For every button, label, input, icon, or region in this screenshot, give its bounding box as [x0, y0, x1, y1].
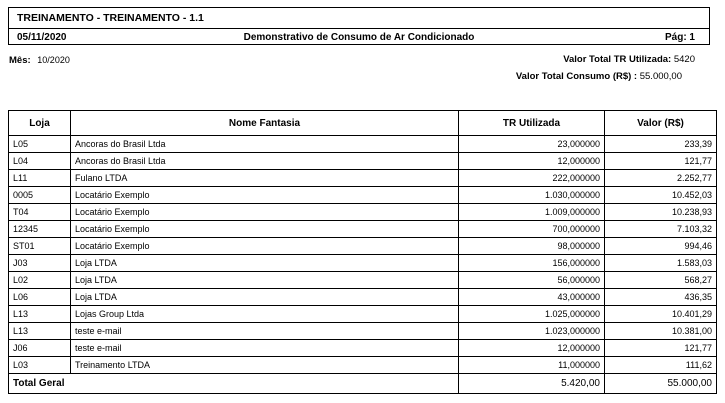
table-row — [9, 204, 717, 221]
table-row — [9, 221, 717, 238]
table-header-row — [9, 111, 717, 136]
cell-valor: 10.452,03 — [605, 187, 717, 204]
table-body — [9, 136, 717, 374]
cell-nome-fantasia: Loja LTDA — [71, 272, 459, 289]
cell-loja: J03 — [9, 255, 71, 272]
cell-nome-fantasia: Locatário Exemplo — [71, 221, 459, 238]
cell-tr-utilizada: 156,000000 — [459, 255, 605, 272]
cell-valor: 994,46 — [605, 238, 717, 255]
total-row — [9, 374, 717, 394]
cell-loja: J06 — [9, 340, 71, 357]
column-header-loja: Loja — [9, 111, 71, 136]
column-header-nome-fantasia: Nome Fantasia — [71, 111, 459, 136]
cell-loja: L11 — [9, 170, 71, 187]
app-title: TREINAMENTO - TREINAMENTO - 1.1 — [17, 12, 204, 24]
total-label: Total Geral — [9, 374, 459, 394]
cell-tr-utilizada: 23,000000 — [459, 136, 605, 153]
table-row — [9, 136, 717, 153]
table-row — [9, 255, 717, 272]
cell-loja: 12345 — [9, 221, 71, 238]
cell-valor: 436,35 — [605, 289, 717, 306]
report-date: 05/11/2020 — [17, 32, 67, 43]
cell-tr-utilizada: 1.023,000000 — [459, 323, 605, 340]
table-row — [9, 238, 717, 255]
table-row — [9, 340, 717, 357]
cell-nome-fantasia: Locatário Exemplo — [71, 238, 459, 255]
cell-tr-utilizada: 56,000000 — [459, 272, 605, 289]
cell-nome-fantasia: Fulano LTDA — [71, 170, 459, 187]
cell-loja: ST01 — [9, 238, 71, 255]
report-title: Demonstrativo de Consumo de Ar Condicionado — [243, 32, 475, 43]
cell-loja: L13 — [9, 323, 71, 340]
cell-loja: L06 — [9, 289, 71, 306]
cell-nome-fantasia: Ancoras do Brasil Ltda — [71, 153, 459, 170]
cost-total — [516, 71, 682, 82]
table-row — [9, 323, 717, 340]
cell-valor: 1.583,03 — [605, 255, 717, 272]
cell-nome-fantasia: Locatário Exemplo — [71, 204, 459, 221]
cell-tr-utilizada: 43,000000 — [459, 289, 605, 306]
cell-loja: L04 — [9, 153, 71, 170]
total-tr: 5.420,00 — [459, 374, 605, 394]
month-label: Mês: — [9, 55, 31, 66]
cell-nome-fantasia: Lojas Group Ltda — [71, 306, 459, 323]
cost-total-label: Valor Total Consumo (R$) : — [515, 71, 638, 82]
consumption-table — [8, 110, 717, 394]
cell-nome-fantasia: teste e-mail — [71, 340, 459, 357]
cell-nome-fantasia: Ancoras do Brasil Ltda — [71, 136, 459, 153]
tr-total — [563, 54, 695, 65]
cell-loja: 0005 — [9, 187, 71, 204]
cell-tr-utilizada: 11,000000 — [459, 357, 605, 374]
cell-valor: 121,77 — [605, 153, 717, 170]
tr-total-value: 5420 — [673, 54, 695, 65]
cell-nome-fantasia: Locatário Exemplo — [71, 187, 459, 204]
month-value: 10/2020 — [37, 55, 70, 65]
cell-tr-utilizada: 1.030,000000 — [459, 187, 605, 204]
cell-nome-fantasia: Treinamento LTDA — [71, 357, 459, 374]
cell-nome-fantasia: Loja LTDA — [71, 255, 459, 272]
cell-nome-fantasia: Loja LTDA — [71, 289, 459, 306]
report-header — [8, 7, 710, 45]
cell-loja: L05 — [9, 136, 71, 153]
cell-loja: L03 — [9, 357, 71, 374]
cell-valor: 568,27 — [605, 272, 717, 289]
table-row — [9, 170, 717, 187]
cell-valor: 121,77 — [605, 340, 717, 357]
column-header-valor: Valor (R$) — [605, 111, 717, 136]
cell-valor: 10.238,93 — [605, 204, 717, 221]
cell-valor: 10.381,00 — [605, 323, 717, 340]
cell-loja: L02 — [9, 272, 71, 289]
cell-valor: 7.103,32 — [605, 221, 717, 238]
cell-valor: 233,39 — [605, 136, 717, 153]
cell-loja: T04 — [9, 204, 71, 221]
table-row — [9, 289, 717, 306]
table-row — [9, 272, 717, 289]
header-divider — [9, 28, 709, 29]
table-row — [9, 357, 717, 374]
table-row — [9, 306, 717, 323]
column-header-tr-utilizada: TR Utilizada — [459, 111, 605, 136]
cell-tr-utilizada: 700,000000 — [459, 221, 605, 238]
cell-nome-fantasia: teste e-mail — [71, 323, 459, 340]
cell-tr-utilizada: 222,000000 — [459, 170, 605, 187]
month-filter — [9, 55, 70, 66]
cell-tr-utilizada: 98,000000 — [459, 238, 605, 255]
cell-valor: 2.252,77 — [605, 170, 717, 187]
cell-tr-utilizada: 12,000000 — [459, 340, 605, 357]
table-row — [9, 187, 717, 204]
table-row — [9, 153, 717, 170]
cell-tr-utilizada: 1.009,000000 — [459, 204, 605, 221]
cell-tr-utilizada: 12,000000 — [459, 153, 605, 170]
cell-tr-utilizada: 1.025,000000 — [459, 306, 605, 323]
cell-valor: 111,62 — [605, 357, 717, 374]
total-value: 55.000,00 — [605, 374, 717, 394]
cell-loja: L13 — [9, 306, 71, 323]
cell-valor: 10.401,29 — [605, 306, 717, 323]
cost-total-value: 55.000,00 — [639, 71, 682, 82]
tr-total-label: Valor Total TR Utilizada: — [563, 54, 672, 65]
page-number: Pág: 1 — [664, 32, 695, 43]
